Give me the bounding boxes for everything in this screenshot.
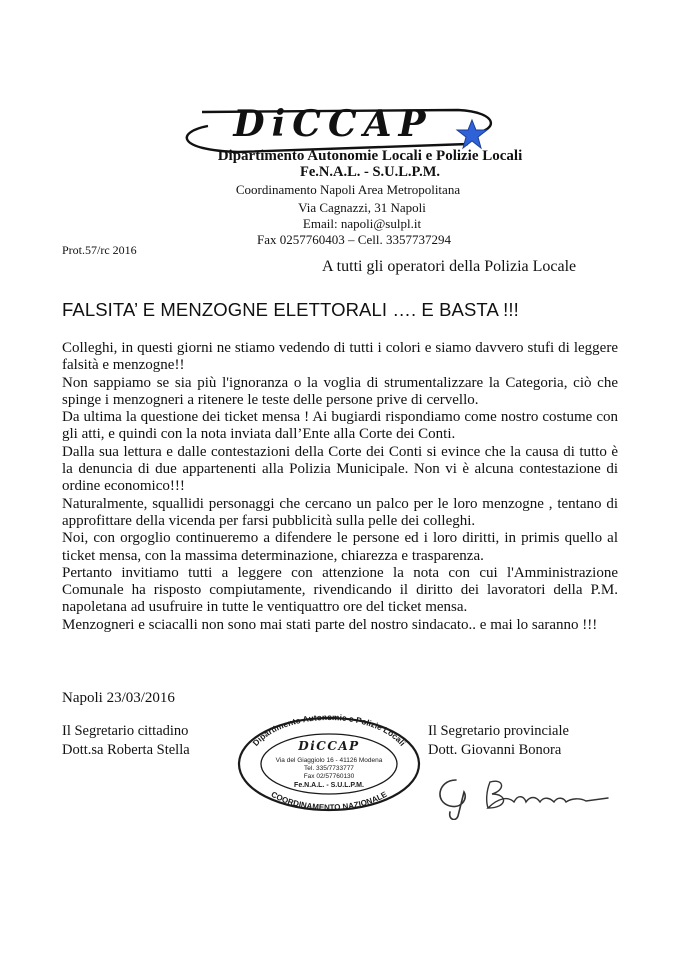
left-signatory <box>62 722 190 760</box>
paragraph: Colleghi, in questi giorni ne stiamo vedendo di tutti i colori e siamo davvero stufi di leggere falsità e menzogne!! <box>62 340 618 374</box>
right-signatory-role: Il Segretario provinciale <box>428 723 569 739</box>
right-signatory-name: Dott. Giovanni Bonora <box>428 742 562 758</box>
paragraph: Dalla sua lettura e dalle contestazioni della Corte dei Conti si evince che la causa di tutto è la denuncia di due appartenenti alla Polizia Municipale. Non vi è alcuna contestazione di ordine economico!!! <box>62 443 618 495</box>
paragraph: Non sappiamo se sia più l'ignoranza o la voglia di strumentalizzare la Categoria, ciò che spinge i menzogneri a ritenere le teste delle persone prive di cervello. <box>62 374 618 408</box>
stamp-union: Fe.N.A.L. - S.U.L.P.M. <box>294 782 364 789</box>
stamp-fax: Fax 02/57760130 <box>303 773 355 780</box>
handwritten-signature <box>432 768 612 820</box>
union-name: Fe.N.A.L. - S.U.L.P.M. <box>299 164 441 180</box>
stamp-address: Via del Giaggiolo 16 - 41126 Modena <box>275 757 383 764</box>
svg-text:COORDINAMENTO NAZIONALE <box>270 789 390 812</box>
union-stamp <box>236 712 422 812</box>
fax-phone-line: Fax 0257760403 – Cell. 3357737294 <box>257 232 451 247</box>
paragraph: Noi, con orgoglio continueremo a difendere le persone ed i loro diritti, in primis quello al ticket mensa, con la massima determinazione, chiarezza e trasparenza. <box>62 530 618 564</box>
stamp-tel: Tel. 335/7733777 <box>304 765 354 772</box>
paragraph: Da ultima la questione dei ticket mensa ! Ai bugiardi rispondiamo come nostro costume con gli atti, e quindi con la nota inviata dall’Ente alla Corte dei Conti. <box>62 409 618 443</box>
protocol-number: Prot.57/rc 2016 <box>62 243 137 257</box>
right-signatory <box>428 722 569 760</box>
organization-name: Dipartimento Autonomie Locali e Polizie Locali <box>217 148 523 164</box>
address-line: Via Cagnazzi, 31 Napoli <box>298 200 426 215</box>
headline: FALSITA’ E MENZOGNE ELETTORALI …. E BASTA !!! <box>62 299 519 320</box>
stamp-logo-text: DiCCAP <box>298 739 360 753</box>
paragraph: Menzogneri e sciacalli non sono mai stati parte del nostro sindacato.. e mai lo saranno !!! <box>62 616 598 633</box>
body-text <box>62 340 618 634</box>
stamp-arc-bottom: COORDINAMENTO NAZIONALE <box>269 789 389 812</box>
paragraph: Pertanto invitiamo tutti a leggere con attenzione la nota con cui l'Amministrazione Comunale ha risposto compiutamente, rivendicando il diritto dei lavoratori della P.M. napoletana ad usufruire in tutte le ventiquattro ore del ticket mensa. <box>62 564 618 616</box>
left-signatory-name: Dott.sa Roberta Stella <box>62 742 190 758</box>
letter-date: Napoli 23/03/2016 <box>62 690 175 706</box>
recipients-line: A tutti gli operatori della Polizia Locale <box>322 258 577 275</box>
paragraph: Naturalmente, squallidi personaggi che cercano un palco per le loro menzogne , tentano di approfittare della vicenda per farsi pubblicità sulla pelle dei colleghi. <box>62 495 618 529</box>
logo-text: DiCCAP <box>233 103 433 145</box>
diccap-logo <box>168 92 498 156</box>
left-signatory-role: Il Segretario cittadino <box>62 723 189 739</box>
email-line: Email: napoli@sulpl.it <box>302 216 422 231</box>
coordination-line: Coordinamento Napoli Area Metropolitana <box>235 182 461 197</box>
stamp-arc-top: Dipartimento Autonomie e Polizie Locali <box>250 712 408 748</box>
